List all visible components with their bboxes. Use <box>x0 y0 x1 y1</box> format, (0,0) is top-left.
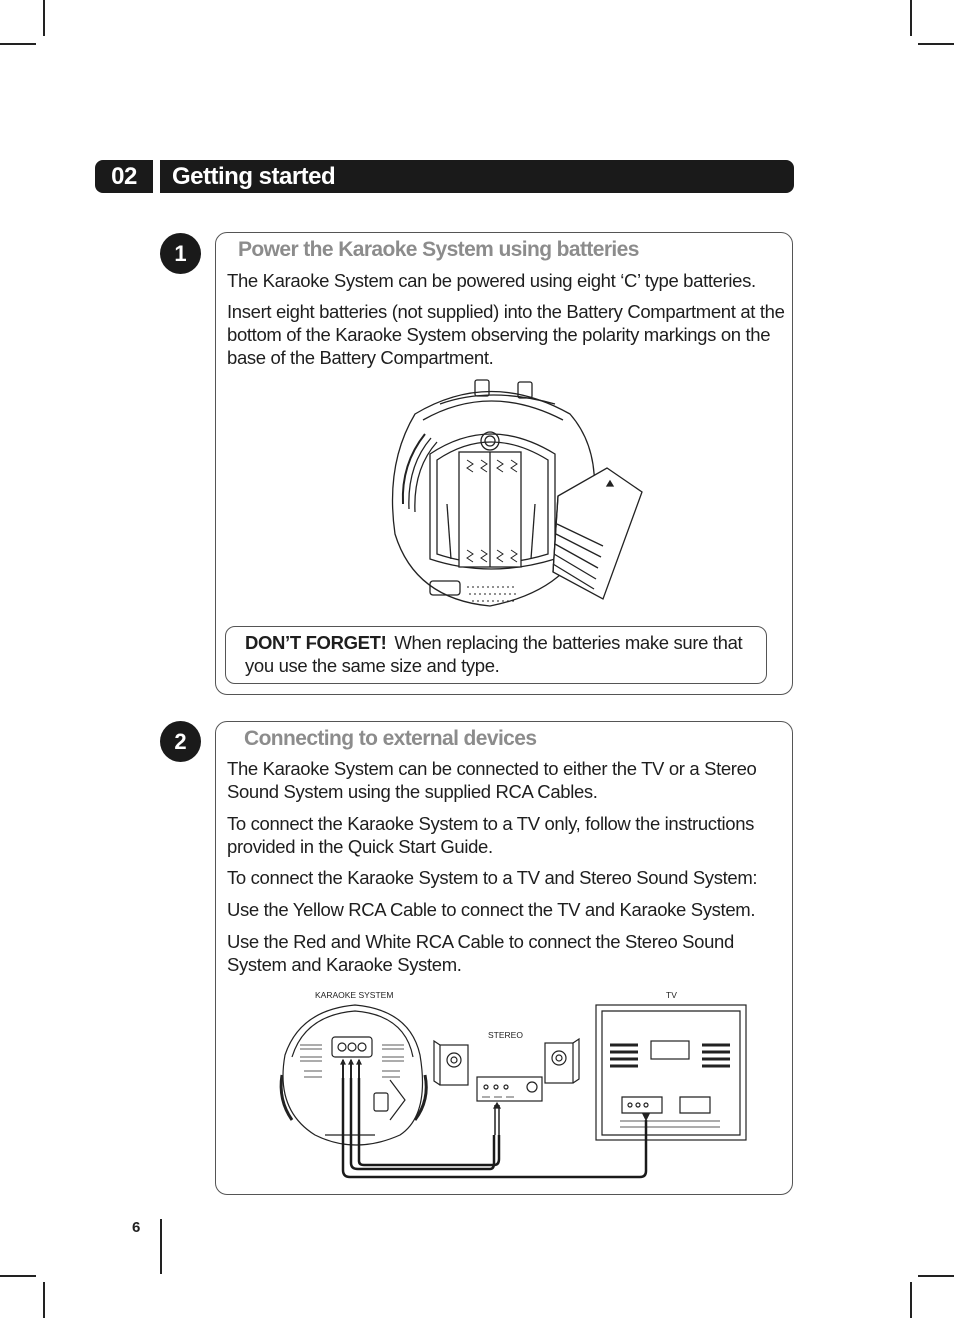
paragraph: The Karaoke System can be powered using eight ‘C’ type batteries. <box>227 270 756 291</box>
crop-mark <box>910 0 912 36</box>
page-number: 6 <box>132 1219 141 1236</box>
note-text: When replacing the batteries make sure that you use the same size and type. <box>245 632 743 676</box>
crop-mark <box>0 43 36 45</box>
connection-diagram <box>270 985 760 1185</box>
page-number-rule <box>160 1219 162 1274</box>
crop-mark <box>918 1275 954 1277</box>
paragraph: Use the Yellow RCA Cable to connect the TV and Karaoke System. <box>227 899 756 920</box>
step-number-2: 2 <box>160 721 201 762</box>
karaoke-system-drawing <box>283 1005 423 1145</box>
crop-mark <box>910 1282 912 1318</box>
paragraph: Insert eight batteries (not supplied) into the Battery Compartment at the bottom of the Karaoke System observing the polarity markings on the base of the Battery Compartment. <box>227 301 785 368</box>
crop-mark <box>43 0 45 36</box>
tv-drawing <box>596 1005 746 1140</box>
label-tv: TV <box>666 990 677 1000</box>
crop-mark <box>43 1282 45 1318</box>
crop-mark <box>0 1275 36 1277</box>
label-stereo: STEREO <box>488 1030 523 1040</box>
stereo-amplifier-drawing <box>477 1077 542 1101</box>
section-title-connecting: Connecting to external devices <box>244 727 537 750</box>
dont-forget-note <box>225 626 767 684</box>
paragraph: The Karaoke System can be connected to either the TV or a Stereo Sound System using the supplied RCA Cables. <box>227 758 757 802</box>
crop-mark <box>918 43 954 45</box>
section-title-batteries: Power the Karaoke System using batteries <box>238 238 639 261</box>
note-label: DON’T FORGET! <box>245 632 387 653</box>
label-karaoke-system: KARAOKE SYSTEM <box>315 990 394 1000</box>
left-speaker-drawing <box>434 1041 468 1085</box>
paragraph: Use the Red and White RCA Cable to connect the Stereo Sound System and Karaoke System. <box>227 931 734 975</box>
right-speaker-drawing <box>545 1039 579 1083</box>
battery-compartment-illustration <box>385 374 650 614</box>
step-number-1: 1 <box>160 233 201 274</box>
paragraph: To connect the Karaoke System to a TV and Stereo Sound System: <box>227 867 758 888</box>
chapter-number: 02 <box>95 160 153 193</box>
paragraph: To connect the Karaoke System to a TV only, follow the instructions provided in the Quick Start Guide. <box>227 813 755 857</box>
chapter-title: Getting started <box>160 160 794 193</box>
